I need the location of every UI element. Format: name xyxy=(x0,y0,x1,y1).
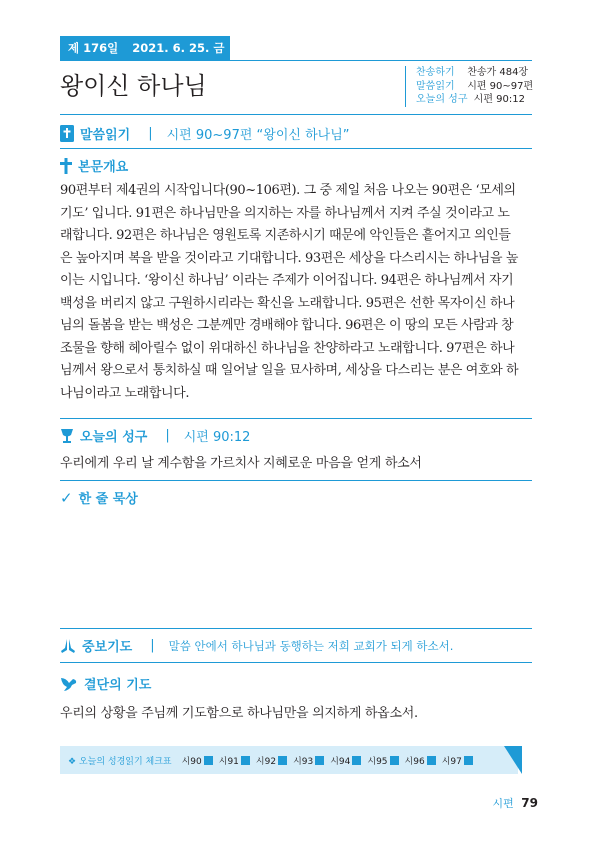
info-key: 말씀읽기 xyxy=(416,80,455,92)
overview-label: 본문개요 xyxy=(78,160,129,175)
checkbox[interactable] xyxy=(390,756,399,765)
info-row-verse xyxy=(416,93,533,107)
checkbox[interactable] xyxy=(204,756,213,765)
cup-icon xyxy=(60,428,74,444)
reading-header xyxy=(60,124,350,143)
verse-header xyxy=(60,426,250,445)
overview-line: 90편부터 제4권의 시작입니다(90~106편). 그 중 제일 처음 나오는 90편은 ‘모세의 xyxy=(60,183,516,198)
bible-icon xyxy=(60,125,74,142)
info-value: 찬송가 484장 xyxy=(467,67,529,78)
checklist-item[interactable] xyxy=(367,754,398,767)
info-key: 찬송하기 xyxy=(416,67,455,78)
divider xyxy=(60,418,532,419)
checkbox[interactable] xyxy=(427,756,436,765)
checklist-lead: ❖ 오늘의 성경읽기 체크표 xyxy=(68,756,172,767)
checkbox[interactable] xyxy=(464,756,473,765)
divider xyxy=(60,114,532,115)
overview-line: 백성을 버리지 않고 구원하시리라는 확신을 노래합니다. 95편은 선한 목자이신 하나 xyxy=(60,295,515,311)
cross-icon xyxy=(60,158,72,174)
overview-line: 래합니다. 92편은 하나님은 영원토록 지존하시기 때문에 악인들은 흩어지고 의인들 xyxy=(60,228,511,243)
checklist-item-label: 시92 xyxy=(255,756,277,767)
overview-line: 나님이라고 노래합니다. xyxy=(60,385,190,401)
checkbox[interactable] xyxy=(278,756,287,765)
overview-line: 님의 돌봄을 받는 백성은 그분께만 경배해야 합니다. 96편은 이 땅의 모든 사람과 창 xyxy=(60,318,514,333)
check-icon: ✓ xyxy=(60,488,73,507)
page-title: 왕이신 하나님 xyxy=(60,72,207,100)
resolution-text: 우리의 상황을 주님께 기도함으로 하나님만을 의지하게 하옵소서. xyxy=(60,706,418,721)
reading-label: 말씀읽기 xyxy=(80,128,131,143)
day-date: 2021. 6. 25. 금 xyxy=(132,41,225,55)
checklist-item-label: 시97 xyxy=(441,756,462,767)
divider xyxy=(60,148,532,149)
day-tag xyxy=(60,36,230,60)
verse-ref: 시편 90:12 xyxy=(183,430,251,445)
divider xyxy=(60,480,532,481)
overview-text xyxy=(60,180,534,405)
verse-label: 오늘의 성구 xyxy=(80,430,148,445)
checklist-item-label: 시93 xyxy=(293,756,314,767)
book-name: 시편 xyxy=(492,797,514,810)
info-key: 오늘의 성구 xyxy=(416,94,468,105)
dove-icon xyxy=(60,676,78,692)
intercession-text: 말씀 안에서 하나님과 동행하는 저희 교회가 되게 하소서. xyxy=(168,638,454,653)
checklist-item-label: 시94 xyxy=(330,756,351,767)
meditation-label: 한 줄 묵상 xyxy=(78,492,138,507)
separator: | xyxy=(165,428,170,443)
overview-line: 조물을 향해 헤아릴수 없이 위대하신 하나님을 찬양하라고 노래합니다. 97편은 하나 xyxy=(60,340,515,356)
checklist-corner xyxy=(504,746,522,774)
overview-line: 은 높아지며 복을 받을 것이라고 기대합니다. 93편은 세상을 다스리시는 하나님을 높 xyxy=(60,250,519,266)
checkbox[interactable] xyxy=(241,756,250,765)
overview-header xyxy=(60,156,128,175)
overview-line: 이는 시입니다. ‘왕이신 하나님’ 이라는 주제가 이어집니다. 94편은 하나님께서 자기 xyxy=(60,273,514,288)
checklist-item-label: 시95 xyxy=(367,756,388,767)
intercession-header xyxy=(60,636,453,655)
checklist-item[interactable] xyxy=(219,754,250,767)
checklist-label: 오늘의 성경읽기 체크표 xyxy=(78,756,172,767)
info-row-reading xyxy=(416,80,533,94)
overview-line: 님께서 왕으로서 통치하실 때 일어날 일을 묘사하며, 세상을 다스리는 분은 여호와 하 xyxy=(60,363,519,378)
resolution-header xyxy=(60,674,151,693)
intercession-label: 중보기도 xyxy=(82,640,133,655)
checklist-item[interactable] xyxy=(293,754,324,767)
checkbox[interactable] xyxy=(352,756,361,765)
separator: | xyxy=(148,126,153,141)
reading-ref: 시편 90~97편 “왕이신 하나님” xyxy=(166,128,350,143)
info-value: 시편 90:12 xyxy=(473,94,525,105)
meditation-note-area[interactable] xyxy=(60,512,532,622)
checklist-item[interactable] xyxy=(442,754,473,767)
divider xyxy=(60,628,532,629)
checklist-item-label: 시90 xyxy=(181,756,202,767)
page-number: 79 xyxy=(521,796,538,810)
checklist-item-label: 시91 xyxy=(218,756,239,767)
praying-hands-icon xyxy=(60,638,76,654)
overview-line: 기도’ 입니다. 91편은 하나님만을 의지하는 자를 하나님께서 지켜 주실 것이라고 노 xyxy=(60,205,510,221)
checklist-item[interactable] xyxy=(182,754,213,767)
verse-text: 우리에게 우리 날 계수함을 가르치사 지혜로운 마음을 얻게 하소서 xyxy=(60,456,422,471)
page-footer xyxy=(493,795,538,811)
info-value: 시편 90~97편 xyxy=(467,80,534,92)
header-rule xyxy=(60,60,532,61)
day-number: 제 176일 xyxy=(68,41,119,55)
checklist-item[interactable] xyxy=(330,754,361,767)
checkbox[interactable] xyxy=(315,756,324,765)
checklist-item[interactable] xyxy=(405,754,436,767)
reading-checklist xyxy=(60,746,518,774)
info-row-hymn xyxy=(416,66,533,80)
resolution-label: 결단의 기도 xyxy=(84,678,152,693)
divider xyxy=(60,662,532,663)
info-box xyxy=(405,66,533,107)
checklist-item-label: 시96 xyxy=(404,756,425,767)
checklist-item[interactable] xyxy=(256,754,287,767)
meditation-header xyxy=(60,488,138,507)
separator: | xyxy=(150,638,155,653)
